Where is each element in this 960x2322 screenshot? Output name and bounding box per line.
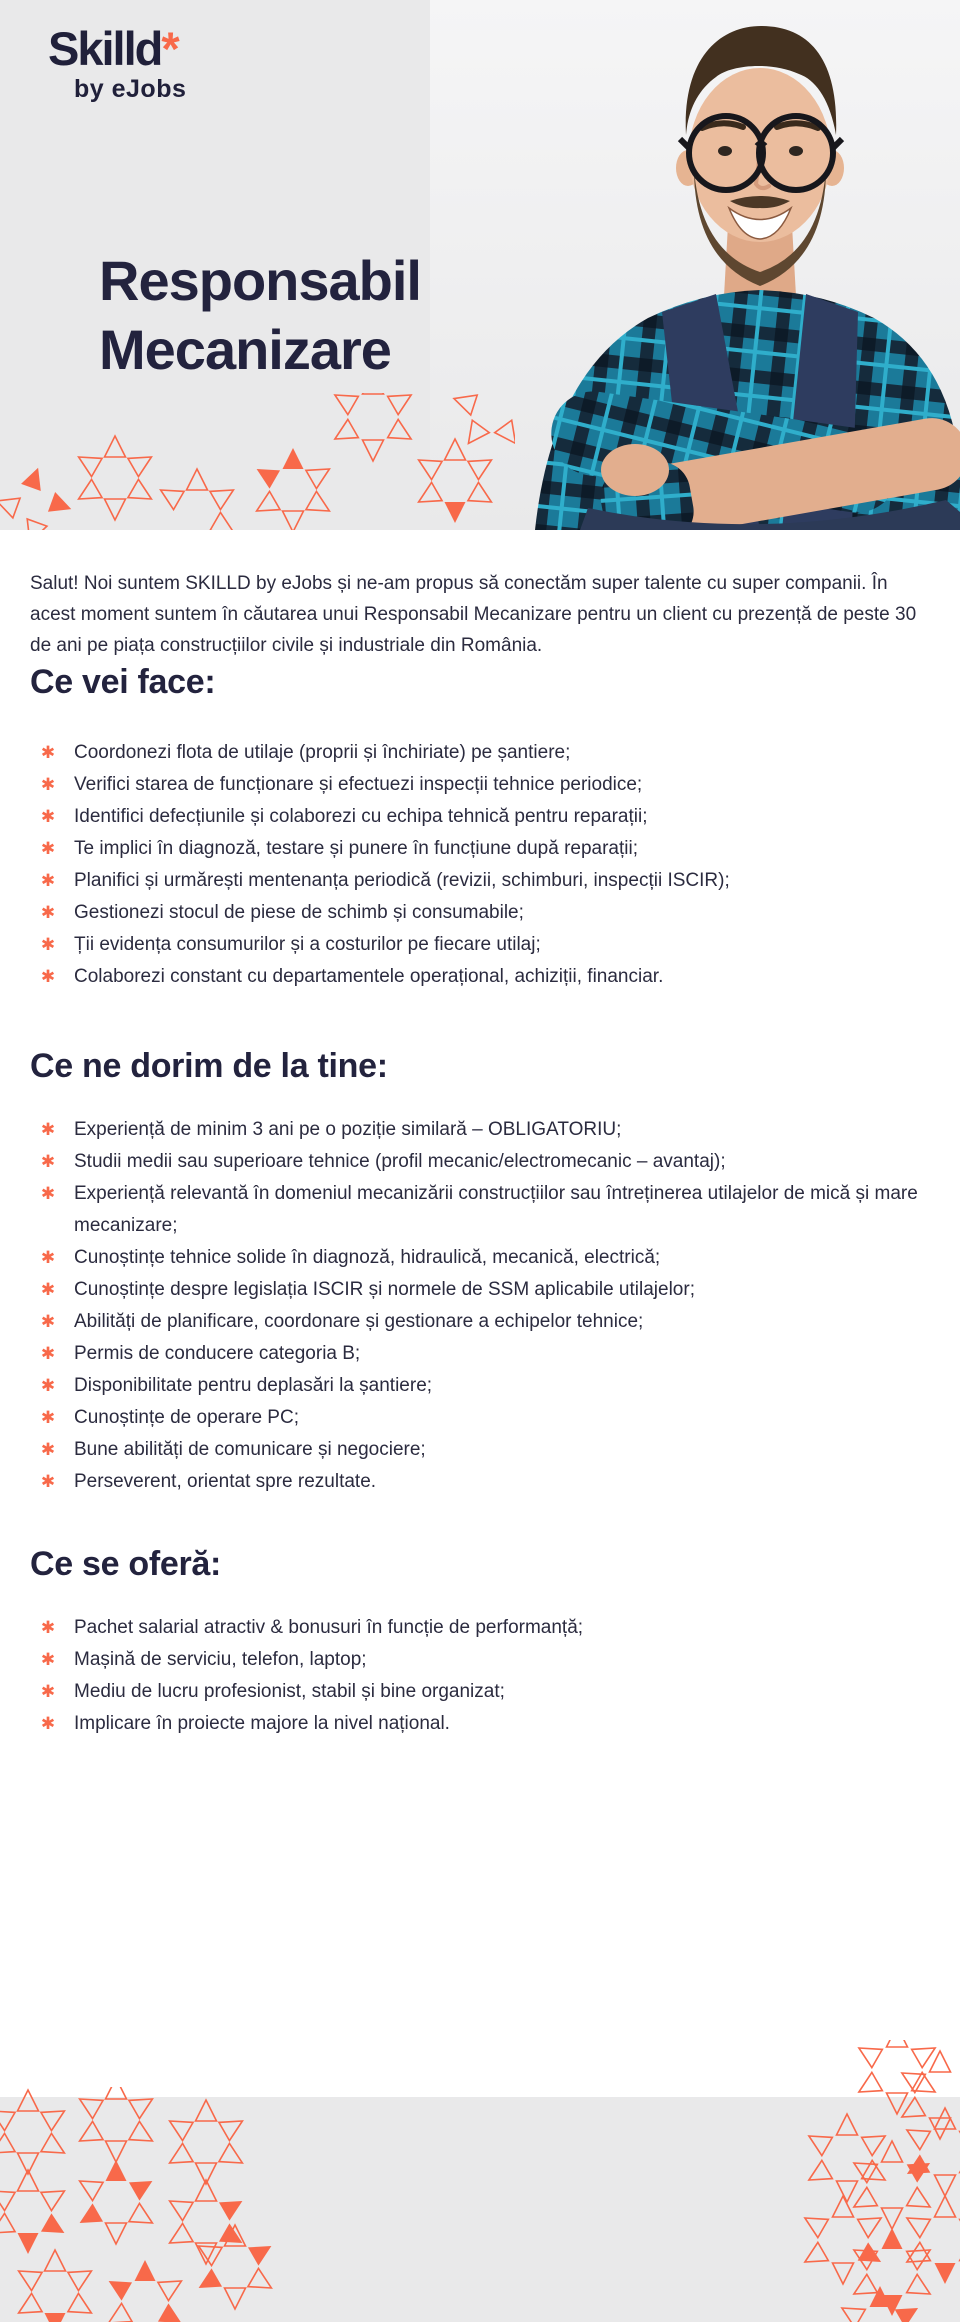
asterisk-bullet-icon: ✱ [40, 839, 56, 858]
list-item [30, 1306, 935, 1338]
list-item [30, 1612, 935, 1644]
list-item [30, 1338, 935, 1370]
footer-band [0, 2097, 960, 2322]
section-heading-ce-se-ofera: Ce se oferă: [30, 1545, 222, 1583]
asterisk-bullet-icon: ✱ [40, 935, 56, 954]
brand-logo-text: Skilld [48, 22, 162, 75]
bullet-list-ce-se-ofera [30, 1612, 935, 1740]
page-title-line2: Mecanizare [99, 318, 391, 381]
list-item [30, 1178, 935, 1242]
worker-photo-illustration [430, 0, 960, 530]
asterisk-bullet-icon: ✱ [40, 1650, 56, 1669]
worker-photo [430, 0, 960, 530]
list-item-text: Gestionezi stocul de piese de schimb și consumabile; [74, 902, 524, 923]
list-item-text: Experiență relevantă în domeniul mecanizării construcțiilor sau întreținerea utilajelor de mică și mare mecanizare; [74, 1183, 918, 1236]
list-item-text: Coordonezi flota de utilaje (proprii și închiriate) pe șantiere; [74, 742, 571, 763]
list-item-text: Experiență de minim 3 ani pe o poziție similară – OBLIGATORIU; [74, 1119, 622, 1140]
list-item-text: Verifici starea de funcționare și efectuezi inspecții tehnice periodice; [74, 774, 643, 795]
list-item [30, 1676, 935, 1708]
list-item [30, 897, 935, 929]
bullet-list-ce-ne-dorim [30, 1114, 935, 1498]
list-item [30, 769, 935, 801]
section-heading-ce-vei-face: Ce vei face: [30, 663, 216, 701]
list-item [30, 737, 935, 769]
list-item [30, 833, 935, 865]
list-item [30, 1146, 935, 1178]
asterisk-bullet-icon: ✱ [40, 1376, 56, 1395]
list-item-text: Planifici și urmărești mentenanța periodică (revizii, schimburi, inspecții ISCIR); [74, 870, 730, 891]
list-item-text: Abilități de planificare, coordonare și gestionare a echipelor tehnice; [74, 1311, 644, 1332]
list-item-text: Identifici defecțiunile și colaborezi cu echipa tehnică pentru reparații; [74, 806, 648, 827]
list-item [30, 1466, 935, 1498]
intro-paragraph: Salut! Noi suntem SKILLD by eJobs și ne-am propus să conectăm super talente cu super companii. În acest moment suntem în căutarea unui Responsabil Mecanizare pentru un client cu prezență de peste 30 de ani pe piața construcțiilor civile și industriale din România. [30, 573, 917, 656]
asterisk-bullet-icon: ✱ [40, 1152, 56, 1171]
list-item-text: Perseverent, orientat spre rezultate. [74, 1471, 377, 1492]
asterisk-bullet-icon: ✱ [40, 807, 56, 826]
asterisk-bullet-icon: ✱ [40, 1120, 56, 1139]
asterisk-bullet-icon: ✱ [40, 1184, 56, 1203]
asterisk-bullet-icon: ✱ [40, 1280, 56, 1299]
hero-header [0, 0, 960, 530]
list-item [30, 1370, 935, 1402]
list-item-text: Mașină de serviciu, telefon, laptop; [74, 1649, 367, 1670]
asterisk-bullet-icon: ✱ [40, 775, 56, 794]
asterisk-bullet-icon: ✱ [40, 1344, 56, 1363]
list-item [30, 929, 935, 961]
asterisk-bullet-icon: ✱ [40, 1682, 56, 1701]
asterisk-bullet-icon: ✱ [40, 1408, 56, 1427]
list-item-text: Implicare în proiecte majore la nivel național. [74, 1713, 450, 1734]
list-item [30, 1434, 935, 1466]
list-item-text: Bune abilități de comunicare și negociere; [74, 1439, 426, 1460]
brand-logo [48, 24, 186, 104]
list-item [30, 1274, 935, 1306]
page-title [99, 246, 421, 384]
asterisk-bullet-icon: ✱ [40, 1248, 56, 1267]
asterisk-bullet-icon: ✱ [40, 967, 56, 986]
asterisk-bullet-icon: ✱ [40, 1618, 56, 1637]
list-item [30, 961, 935, 993]
section-heading-ce-ne-dorim: Ce ne dorim de la tine: [30, 1047, 388, 1085]
list-item [30, 1114, 935, 1146]
brand-logo-wordmark [48, 24, 186, 73]
asterisk-bullet-icon: ✱ [40, 1472, 56, 1491]
asterisk-logo-icon: * [161, 22, 180, 75]
asterisk-bullet-icon: ✱ [40, 1440, 56, 1459]
list-item [30, 1402, 935, 1434]
list-item-text: Pachet salarial atractiv & bonusuri în funcție de performanță; [74, 1617, 584, 1638]
list-item [30, 1708, 935, 1740]
list-item-text: Cunoștințe despre legislația ISCIR și normele de SSM aplicabile utilajelor; [74, 1279, 695, 1300]
asterisk-bullet-icon: ✱ [40, 1714, 56, 1733]
list-item-text: Ții evidența consumurilor și a costurilor pe fiecare utilaj; [74, 934, 541, 955]
asterisk-bullet-icon: ✱ [40, 1312, 56, 1331]
asterisk-bullet-icon: ✱ [40, 871, 56, 890]
list-item-text: Cunoștințe tehnice solide în diagnoză, hidraulică, mecanică, electrică; [74, 1247, 661, 1268]
list-item [30, 1644, 935, 1676]
list-item-text: Disponibilitate pentru deplasări la șantiere; [74, 1375, 433, 1396]
list-item-text: Colaborezi constant cu departamentele operațional, achiziții, financiar. [74, 966, 664, 987]
list-item [30, 865, 935, 897]
asterisk-bullet-icon: ✱ [40, 743, 56, 762]
list-item [30, 801, 935, 833]
page-title-line1: Responsabil [99, 249, 421, 312]
list-item-text: Te implici în diagnoză, testare și punere în funcțiune după reparații; [74, 838, 638, 859]
list-item-text: Cunoștințe de operare PC; [74, 1407, 299, 1428]
asterisk-bullet-icon: ✱ [40, 903, 56, 922]
list-item-text: Mediu de lucru profesionist, stabil și bine organizat; [74, 1681, 505, 1702]
brand-logo-byline: by eJobs [74, 75, 187, 104]
list-item-text: Studii medii sau superioare tehnice (profil mecanic/electromecanic – avantaj); [74, 1151, 726, 1172]
list-item-text: Permis de conducere categoria B; [74, 1343, 361, 1364]
bullet-list-ce-vei-face [30, 737, 935, 993]
list-item [30, 1242, 935, 1274]
